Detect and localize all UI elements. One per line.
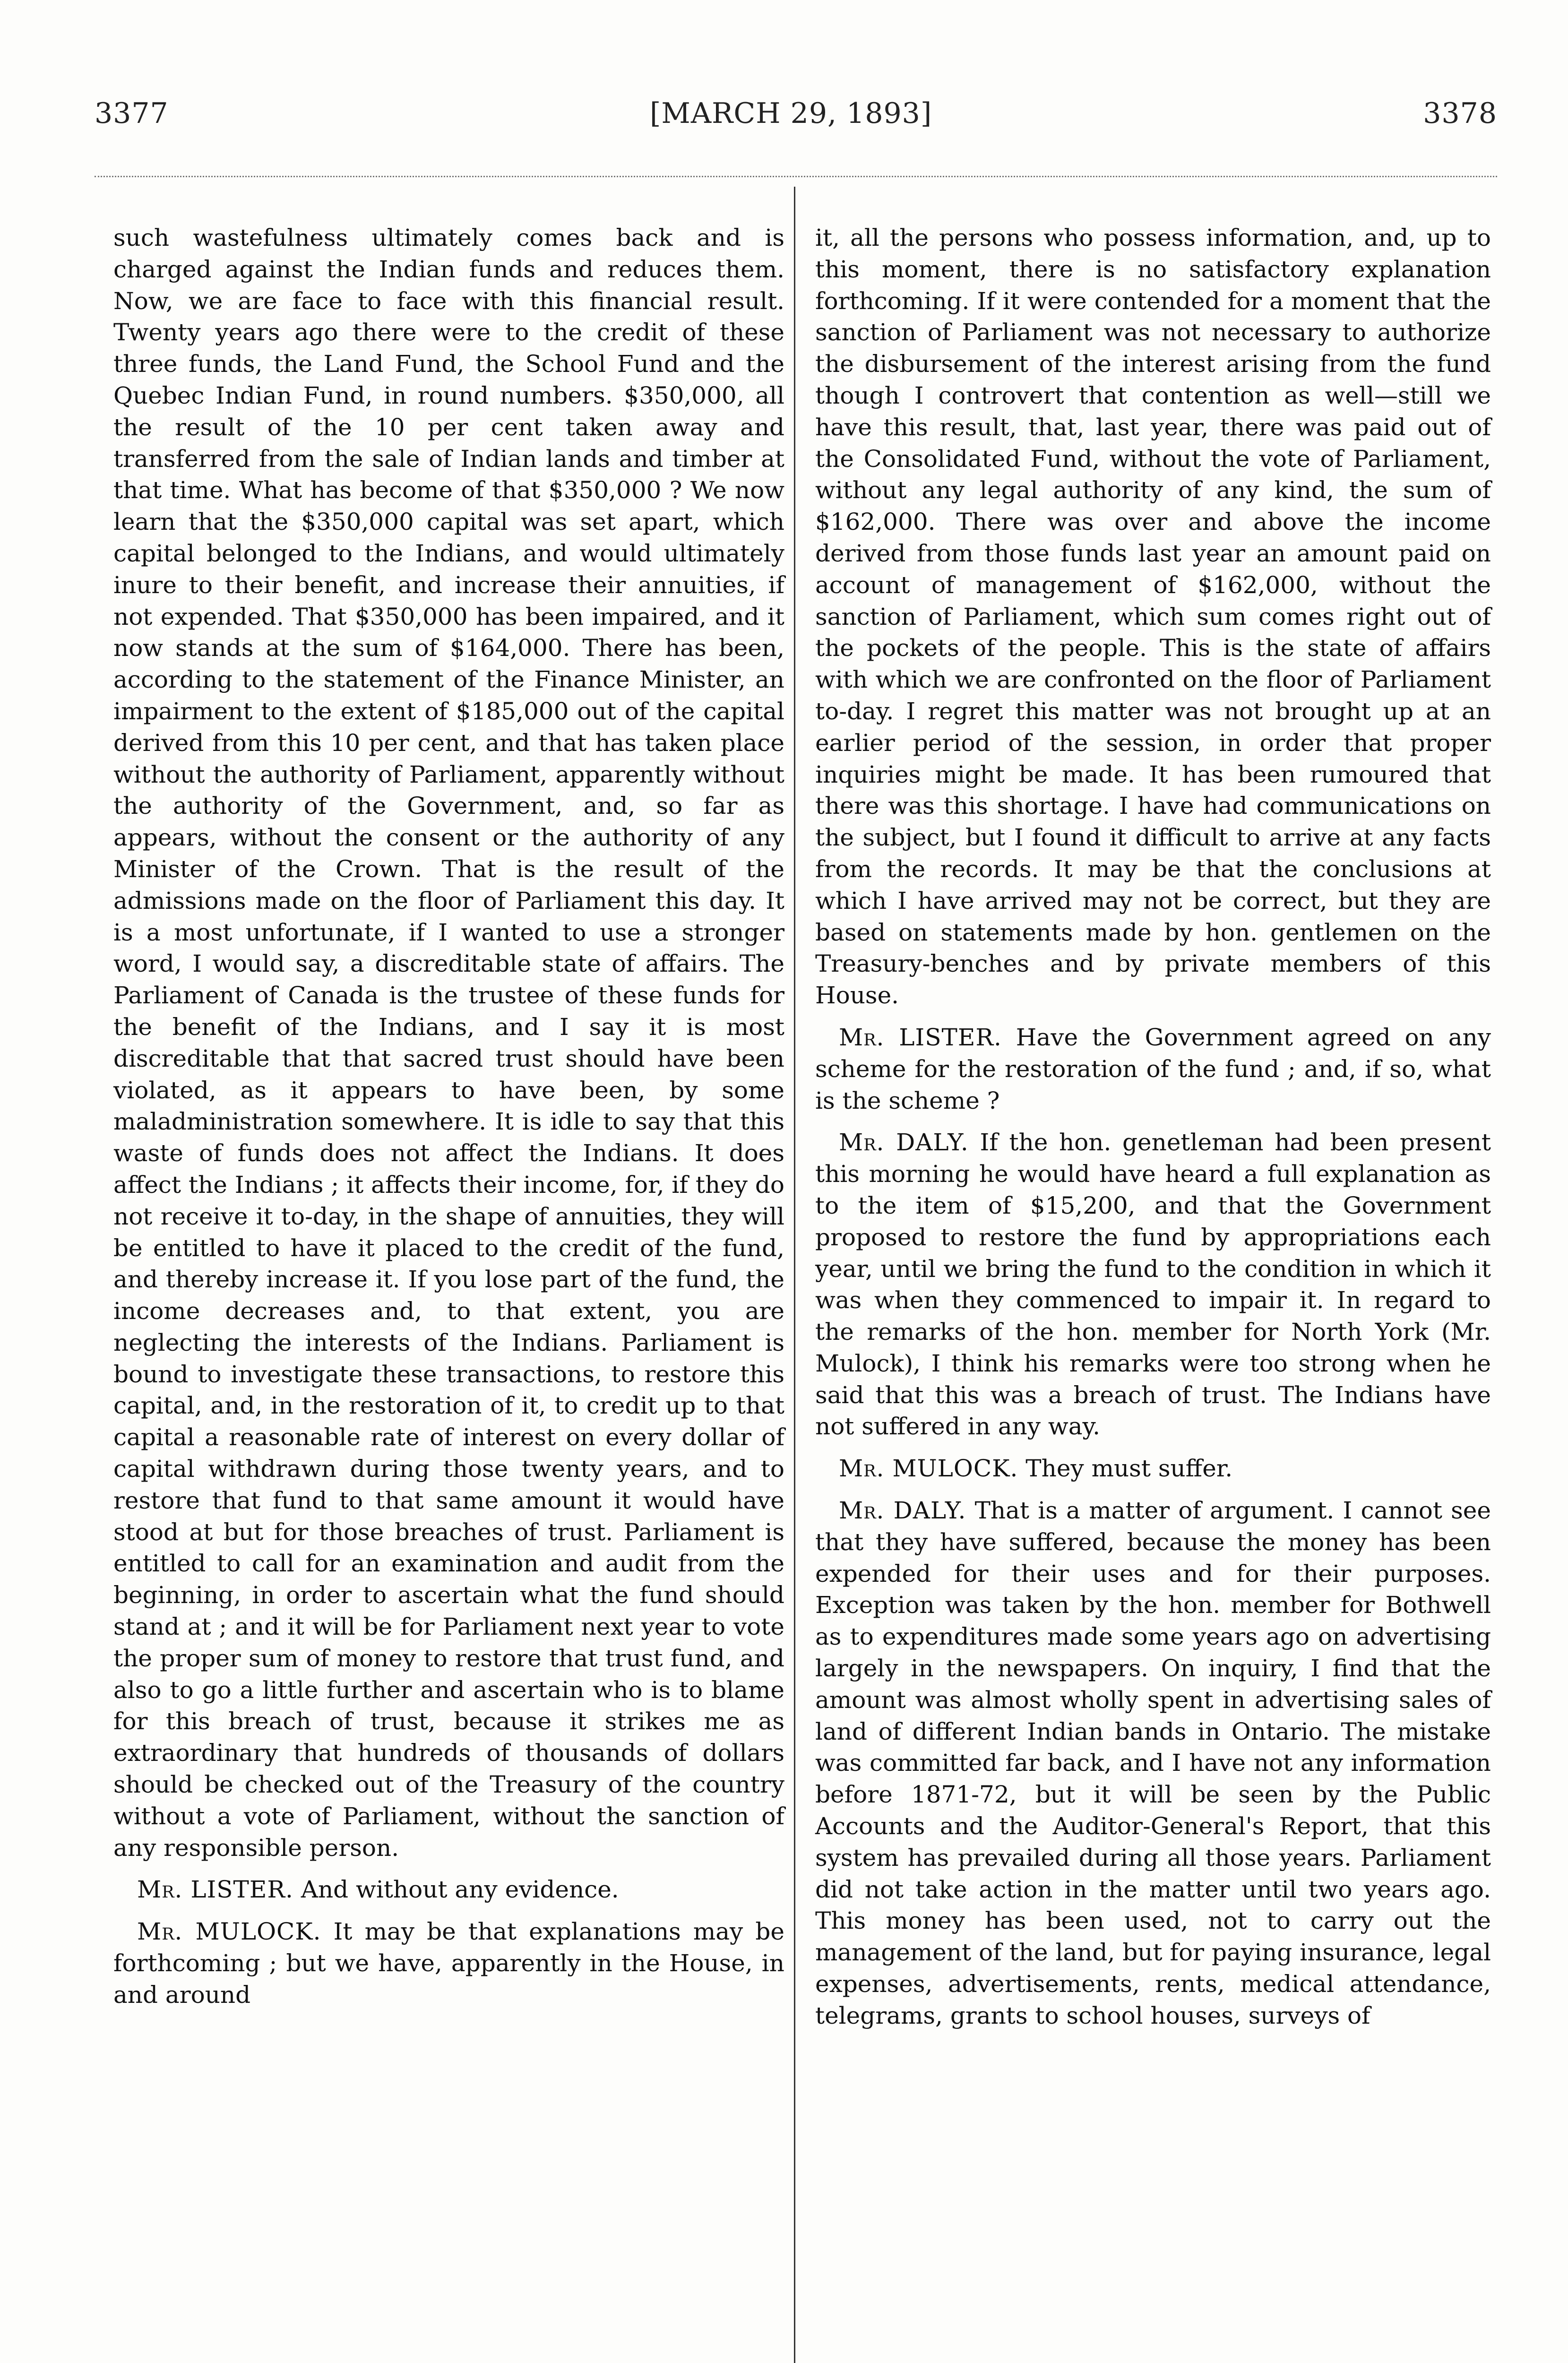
- speaker-name: Mr. DALY.: [839, 1497, 966, 1525]
- column-divider: [794, 187, 795, 2363]
- paragraph: [113, 222, 784, 1863]
- speech-paragraph: [815, 1453, 1491, 1484]
- header-rule: [95, 176, 1497, 177]
- paragraph-text: If the hon. genetleman had been present this morning he would have heard a full explanation as to the item of $15,200, and that the Government proposed to restore the fund by appropriations each year, until we bring the fund to the condition in which it was when they commenced to impair it. In regard to the remarks of the hon. member for North York (Mr. Mulock), I think his remarks were too strong when he said that this was a breach of trust. The Indians have not suffered in any way.: [815, 1129, 1491, 1440]
- speaker-name: Mr. LISTER.: [137, 1876, 293, 1904]
- right-page-number: 3378: [1423, 97, 1497, 130]
- speech-paragraph: [815, 1022, 1491, 1116]
- right-column: [815, 222, 1491, 2042]
- left-column: [113, 222, 784, 2021]
- speech-paragraph: [113, 1916, 784, 2010]
- speaker-name: Mr. MULOCK.: [137, 1918, 321, 1946]
- speaker-name: Mr. LISTER.: [839, 1023, 1002, 1051]
- page-date-header: [MARCH 29, 1893]: [650, 97, 932, 130]
- paragraph-text: such wastefulness ultimately comes back and is charged against the Indian funds and reduces them. Now, we are face to face with this financial result. Twenty years ago there were to the credit of these three funds, the Land Fund, the School Fund and the Quebec Indian Fund, in round numbers. $350,000, all the result of the 10 per cent taken away and transferred from the sale of Indian lands and timber at that time. What has become of that $350,000 ? We now learn that the $350,000 capital was set apart, which capital belonged to the Indians, and would ultimately inure to their benefit, and increase their annuities, if not expended. That $350,000 has been impaired, and it now stands at the sum of $164,000. There has been, according to the statement of the Finance Minister, an impairment to the extent of $185,000 out of the capital derived from this 10 per cent, and that has taken place without the authority of Parliament, apparently without the authority of the Government, and, so far as appears, without the consent or the authority of any Minister of the Crown. That is the result of the admissions made on the floor of Parliament this day. It is a most unfortunate, if I wanted to use a stronger word, I would say, a discreditable state of affairs. The Parliament of Canada is the trustee of these funds for the benefit of the Indians, and I say it is most discreditable that that sacred trust should have been violated, as it appears to have been, by some maladministration somewhere. It is idle to say that this waste of funds does not affect the Indians. It does affect the Indians ; it affects their income, for, if they do not receive it to-day, in the shape of annuities, they will be entitled to have it placed to the credit of the fund, and thereby increase it. If you lose part of the fund, the income decreases and, to that extent, you are neglecting the interests of the Indians. Parliament is bound to investigate these transactions, to restore this capital, and, in the restoration of it, to credit up to that capital a reasonable rate of interest on every dollar of capital withdrawn during those twenty years, and to restore that fund to that same amount it would have stood at but for those breaches of trust. Parliament is entitled to call for an examination and audit from the beginning, in order to ascertain what the fund should stand at ; and it will be for Parliament next year to vote the proper sum of money to restore that trust fund, and also to go a little further and ascertain who is to blame for this breach of trust, because it strikes me as extraordinary that hundreds of thousands of dollars should be checked out of the Treasury of the country without a vote of Parliament, without the sanction of any responsible person.: [113, 224, 784, 1862]
- paragraph-text: It may be that explanations may be forthcoming ; but we have, apparently in the House, in and around: [113, 1918, 784, 2009]
- paragraph-text: Have the Government agreed on any scheme for the restoration of the fund ; and, if so, what is the scheme ?: [815, 1023, 1491, 1114]
- paragraph-text: That is a matter of argument. I cannot see that they have suffered, because the money has been expended for their uses and for their purposes. Exception was taken by the hon. member for Bothwell as to expenditures made some years ago on advertising largely in the newspapers. On inquiry, I find that the amount was almost wholly spent in advertising sales of land of different Indian bands in Ontario. The mistake was committed far back, and I have not any information before 1871-72, but it will be seen by the Public Accounts and the Auditor-General's Report, that this system has prevailed during all those years. Parliament did not take action in the matter until two years ago. This money has been used, not to carry out the management of the land, but for paying insurance, legal expenses, advertisements, rents, medical attendance, telegrams, grants to school houses, surveys of: [815, 1497, 1491, 2029]
- speaker-name: Mr. DALY.: [839, 1129, 969, 1156]
- speech-paragraph: [815, 1127, 1491, 1442]
- paragraph: [815, 222, 1491, 1011]
- speech-paragraph: [815, 1495, 1491, 2032]
- paragraph-text: it, all the persons who possess information, and, up to this moment, there is no satisfactory explanation forthcoming. If it were contended for a moment that the sanction of Parliament was not necessary to authorize the disbursement of the interest arising from the fund though I controvert that contention as well—still we have this result, that, last year, there was paid out of the Consolidated Fund, without the vote of Parliament, without any legal authority of any kind, the sum of $162,000. There was over and above the income derived from those funds last year an amount paid on account of management of $162,000, without the sanction of Parliament, which sum comes right out of the pockets of the people. This is the state of affairs with which we are confronted on the floor of Parliament to-day. I regret this matter was not brought up at an earlier period of the session, in order that proper inquiries might be made. It has been rumoured that there was this shortage. I have had communications on the subject, but I found it difficult to arrive at any facts from the records. It may be that the conclusions at which I have arrived may not be correct, but they are based on statements made by hon. gentlemen on the Treasury-benches and by private members of this House.: [815, 224, 1491, 1009]
- speaker-name: Mr. MULOCK.: [839, 1455, 1018, 1483]
- speech-paragraph: [113, 1874, 784, 1906]
- paragraph-text: They must suffer.: [1025, 1455, 1233, 1483]
- paragraph-text: And without any evidence.: [301, 1876, 619, 1904]
- left-page-number: 3377: [95, 97, 169, 130]
